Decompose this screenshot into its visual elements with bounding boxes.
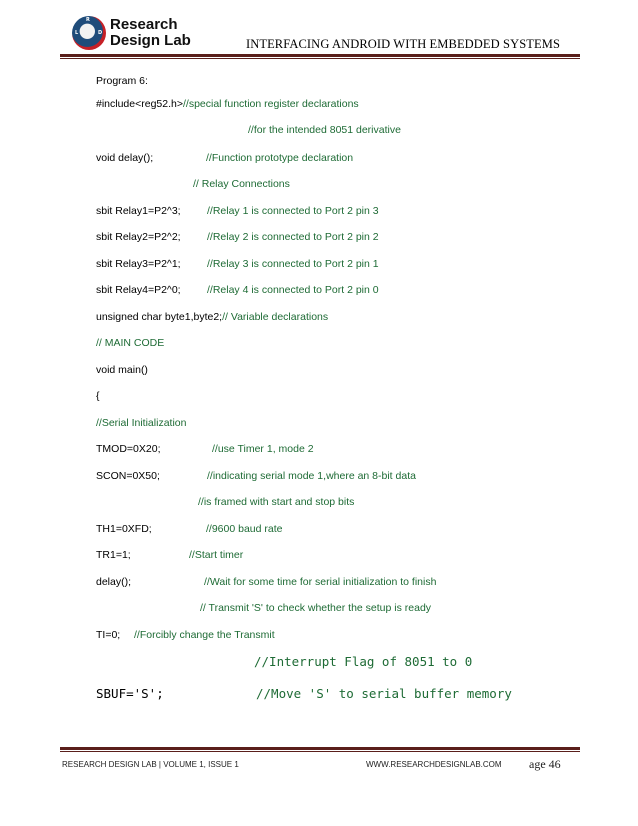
- footer-page-number: age 46: [529, 757, 561, 771]
- main-function-code: void main(): [96, 364, 148, 376]
- delay-call-comment: //Wait for some time for serial initialization to finish: [204, 576, 437, 588]
- code-line-include: [96, 98, 359, 111]
- tmod-code: TMOD=0X20;: [96, 443, 161, 455]
- footer-rule-thin: [60, 751, 580, 752]
- relay4-code: sbit Relay4=P2^0;: [96, 284, 181, 296]
- include-code: #include<reg52.h>: [96, 98, 183, 110]
- logo-emblem-icon: [72, 16, 106, 50]
- relay3-comment: //Relay 3 is connected to Port 2 pin 1: [207, 258, 379, 270]
- relay4-comment: //Relay 4 is connected to Port 2 pin 0: [207, 284, 379, 296]
- tmod-comment: //use Timer 1, mode 2: [212, 443, 314, 455]
- relay3-code: sbit Relay3=P2^1;: [96, 258, 181, 270]
- tr1-code: TR1=1;: [96, 549, 131, 561]
- footer-left-text: RESEARCH DESIGN LAB | VOLUME 1, ISSUE 1: [62, 760, 239, 769]
- logo-text: [110, 17, 191, 49]
- sbuf-comment: //Move 'S' to serial buffer memory: [256, 686, 512, 701]
- transmit-comment: // Transmit 'S' to check whether the setup is ready: [200, 602, 432, 614]
- scon-comment: //indicating serial mode 1,where an 8-bit data: [207, 470, 416, 482]
- include-comment: //special function register declarations: [183, 98, 359, 110]
- relay1-code: sbit Relay1=P2^3;: [96, 205, 181, 217]
- th1-code: TH1=0XFD;: [96, 523, 152, 535]
- include-comment-continued: //for the intended 8051 derivative: [248, 124, 401, 136]
- sbuf-code: SBUF='S';: [96, 686, 164, 701]
- tr1-comment: //Start timer: [189, 549, 244, 561]
- brace-open: {: [96, 390, 100, 402]
- footer-rule-thick: [60, 747, 580, 750]
- vars-code: unsigned char byte1,byte2;: [96, 311, 223, 323]
- research-design-lab-logo: [70, 14, 220, 54]
- header-rule-thick: [60, 54, 580, 57]
- ti-comment: //Forcibly change the Transmit: [134, 629, 275, 641]
- code-line-vars: [96, 311, 328, 324]
- header-rule-thin: [60, 58, 580, 59]
- main-code-comment: // MAIN CODE: [96, 337, 165, 349]
- scon-code: SCON=0X50;: [96, 470, 160, 482]
- relay-section-comment: // Relay Connections: [193, 178, 290, 190]
- delay-proto-comment: //Function prototype declaration: [206, 152, 354, 164]
- footer-website: WWW.RESEARCHDESIGNLAB.COM: [366, 760, 502, 769]
- relay2-code: sbit Relay2=P2^2;: [96, 231, 181, 243]
- logo-letter-d: D: [98, 30, 103, 36]
- th1-comment: //9600 baud rate: [206, 523, 283, 535]
- program-heading: Program 6:: [96, 75, 148, 87]
- relay1-comment: //Relay 1 is connected to Port 2 pin 3: [207, 205, 379, 217]
- logo-letter-r: R: [86, 17, 90, 23]
- logo-letter-l: L: [75, 30, 79, 36]
- relay2-comment: //Relay 2 is connected to Port 2 pin 2: [207, 231, 379, 243]
- serial-init-comment: //Serial Initialization: [96, 417, 187, 429]
- ti-code: TI=0;: [96, 629, 121, 641]
- vars-comment: // Variable declarations: [222, 311, 329, 323]
- logo-line-2: Design Lab: [110, 32, 191, 49]
- ti-comment-continued: //Interrupt Flag of 8051 to 0: [254, 654, 473, 669]
- scon-comment-continued: //is framed with start and stop bits: [198, 496, 355, 508]
- delay-call-code: delay();: [96, 576, 132, 588]
- logo-line-1: Research: [110, 16, 178, 33]
- delay-proto-code: void delay();: [96, 152, 154, 164]
- header-title: INTERFACING ANDROID WITH EMBEDDED SYSTEMS: [245, 37, 560, 51]
